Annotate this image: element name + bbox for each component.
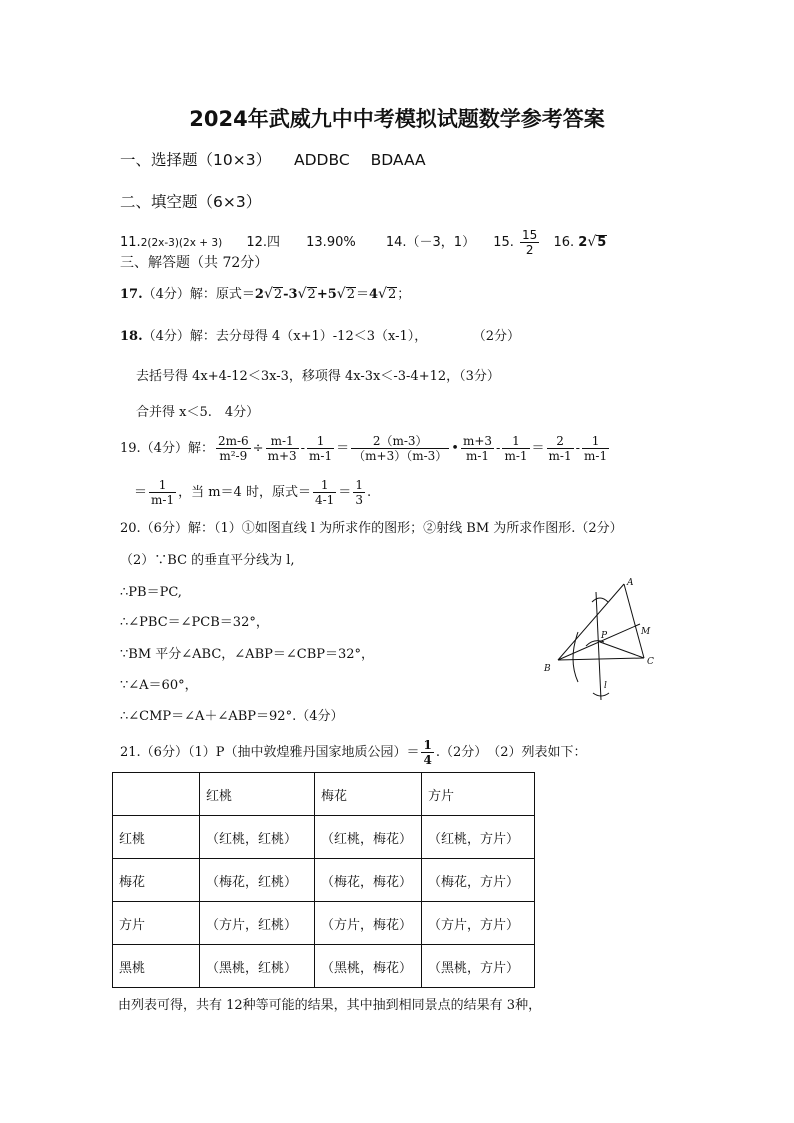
q19-final-den: 3 xyxy=(355,493,363,507)
line-ac xyxy=(624,584,644,658)
q19-frac3-num: 1 xyxy=(307,434,334,449)
q19-frac5 xyxy=(461,434,494,463)
q19-sub-den: 4-1 xyxy=(314,493,335,507)
choice-answers-1: ADDBC xyxy=(294,151,350,169)
q16-radicand: 5 xyxy=(597,235,607,250)
q12-answer: 12.四 xyxy=(246,235,280,250)
q19-div: ÷ xyxy=(252,441,264,456)
q19-frac3 xyxy=(307,434,334,463)
q18-line2: 去括号得 4x+4-12＜3x-3，移项得 4x-3x＜-3-4+12，（3分） xyxy=(136,369,500,384)
q20-line1: 20.（6分）解：（1）①如图直线 l 为所求作的图形；②射线 BM 为所求作图形.（2分） xyxy=(120,521,623,536)
q18-step1-score: （2分） xyxy=(479,329,521,344)
q19-frac6-num: 1 xyxy=(502,434,529,449)
q17-term2-coef: -3 xyxy=(283,287,298,302)
q15-numerator: 15 xyxy=(522,228,538,242)
table-cell: 黑桃 xyxy=(113,945,200,988)
q18-number: 18. xyxy=(120,329,143,344)
section-solve-label: 三、解答题（共 72分） xyxy=(120,255,269,271)
q19-result-den: m-1 xyxy=(151,493,175,507)
q19-prefix: 19.（4分）解： xyxy=(120,441,214,456)
q21-prefix: 21.（6分）（1）P（抽中敦煌雅丹国家地质公园）＝ xyxy=(120,745,420,760)
q19-frac1-den: m²-9 xyxy=(219,449,248,463)
table-cell: （梅花，梅花） xyxy=(315,859,422,902)
q11-number: 11. xyxy=(120,235,141,250)
q21-line1 xyxy=(120,736,587,770)
q19-dot: • xyxy=(451,441,459,456)
table-cell: （梅花，红桃） xyxy=(200,859,315,902)
q18-step1: （4分）解：去分母得 4（x+1）-12＜3（x-1）， xyxy=(142,329,428,344)
q19-eq1: ＝ xyxy=(336,441,350,456)
table-cell: 方片 xyxy=(113,902,200,945)
q19-frac1 xyxy=(216,434,251,463)
q19-frac2-den: m+3 xyxy=(267,449,297,463)
table-cell: （方片，梅花） xyxy=(315,902,422,945)
table-cell: （黑桃，红桃） xyxy=(200,945,315,988)
q20-line3: ∴PB＝PC, xyxy=(120,585,182,600)
q19-sub-frac xyxy=(313,478,336,507)
q20-line2: （2）∵BC 的垂直平分线为 l, xyxy=(120,553,295,568)
q19-frac4-num: 2（m-3） xyxy=(351,434,449,449)
q19-frac5-num: m+3 xyxy=(462,434,493,448)
q15-number: 15. xyxy=(493,235,514,250)
q21-prob-num: 1 xyxy=(423,738,432,752)
table-cell: （红桃，梅花） xyxy=(315,816,422,859)
label-b: B xyxy=(544,664,551,674)
table-cell: （红桃，方片） xyxy=(422,816,535,859)
table-header-cell: 梅花 xyxy=(315,773,422,816)
table-header-row xyxy=(113,773,535,816)
fill-answers: 11.2(2x-3)(2x + 3) 12.四 13.90% 14.（－3，1） 15. $\frac{15}{2}$ 16. 2√5 xyxy=(120,228,607,257)
q21-table xyxy=(112,772,535,988)
table-row xyxy=(113,816,535,859)
q19-frac7-num: 2 xyxy=(547,434,574,449)
table-row xyxy=(113,859,535,902)
q19-frac8-den: m-1 xyxy=(584,449,608,463)
q17-end: ； xyxy=(397,287,411,302)
line-ab xyxy=(558,584,624,660)
table-cell: （方片，方片） xyxy=(422,902,535,945)
q20-line7: ∴∠CMP＝∠A＋∠ABP＝92°.（4分） xyxy=(120,709,344,724)
q19-sub-num: 1 xyxy=(313,478,336,493)
line-bc xyxy=(558,658,644,660)
table-header-cell xyxy=(113,773,200,816)
q19-frac2-num: m-1 xyxy=(266,434,299,449)
section-fill-label: 二、填空题（6×3） xyxy=(120,193,262,211)
q19-frac5-den: m-1 xyxy=(465,449,490,463)
q21-probability-frac xyxy=(421,738,433,767)
table-cell: （黑桃，梅花） xyxy=(315,945,422,988)
q13-answer: 13.90% xyxy=(306,235,356,250)
section-choice-label: 一、选择题（10×3） xyxy=(120,151,272,169)
q20-line4: ∴∠PBC＝∠PCB＝32°， xyxy=(120,615,269,630)
q19-frac8 xyxy=(582,434,609,463)
q19-frac7-den: m-1 xyxy=(548,449,572,463)
segment-pc xyxy=(600,642,644,658)
q16-coef: 2 xyxy=(578,235,588,250)
table-header-cell: 方片 xyxy=(422,773,535,816)
choice-answers-2: BDAAA xyxy=(370,151,426,169)
section-choice xyxy=(120,150,426,170)
table-cell: （方片，红桃） xyxy=(200,902,315,945)
q17-term1-rad: 2 xyxy=(273,287,283,302)
table-cell: （红桃，红桃） xyxy=(200,816,315,859)
label-a: A xyxy=(627,578,634,588)
q19-frac3-den: m-1 xyxy=(309,449,333,463)
label-p: P xyxy=(601,631,608,641)
label-m: M xyxy=(641,627,651,637)
q19-frac4 xyxy=(351,434,449,463)
q19-frac7 xyxy=(547,434,574,463)
q18-line1 xyxy=(120,328,520,346)
q14-answer: 14.（－3，1） xyxy=(385,235,476,250)
table-cell: 梅花 xyxy=(113,859,200,902)
q15-fraction xyxy=(520,228,539,257)
q17-equals: ＝ xyxy=(355,287,369,302)
q17-score: （4分）解：原式＝ xyxy=(142,287,255,302)
q17-number: 17. xyxy=(120,287,143,302)
q19-eq3: ＝ xyxy=(338,485,352,500)
q19-minus2: - xyxy=(496,441,501,456)
q19-frac1-num: 2m-6 xyxy=(217,434,249,448)
q21-suffix: .（2分） （2）列表如下： xyxy=(435,745,587,760)
arc-top xyxy=(592,598,608,602)
q19-minus1: - xyxy=(300,441,306,456)
q15-denominator: 2 xyxy=(525,243,534,257)
table-row xyxy=(113,902,535,945)
table-row xyxy=(113,945,535,988)
table-cell: 红桃 xyxy=(113,816,200,859)
q17: 17.（4分）解：原式＝2√2-3√2+5√2＝4√2； xyxy=(120,286,411,302)
q17-term1-coef: 2 xyxy=(254,287,264,302)
q19-when-text: ，当 m＝4 时，原式＝ xyxy=(178,485,311,500)
q19-frac8-num: 1 xyxy=(582,434,609,449)
q19-end: . xyxy=(366,485,372,500)
q17-result-rad: 2 xyxy=(387,287,397,302)
q19-result-num: 1 xyxy=(149,478,176,493)
label-c: C xyxy=(647,657,654,667)
q19-final-num: 1 xyxy=(355,478,363,492)
q19-line1 xyxy=(120,430,611,468)
page-title: 2024年武威九中中考模拟试题数学参考答案 xyxy=(189,107,605,131)
q20-geometry-figure xyxy=(538,572,673,707)
q19-frac4-den: （m+3）（m-3） xyxy=(353,449,448,463)
q18-line3: 合并得 x＜5. 4分） xyxy=(136,405,260,420)
q19-final-frac xyxy=(353,478,365,507)
q17-term2-rad: 2 xyxy=(307,287,316,302)
q17-result-coef: 4 xyxy=(368,287,379,302)
q17-term3-rad: 2 xyxy=(346,287,355,302)
q19-result-frac xyxy=(149,478,176,507)
q16-number: 16. xyxy=(553,235,575,250)
q21-conclusion: 由列表可得，共有 12种等可能的结果，其中抽到相同景点的结果有 3种， xyxy=(118,998,542,1013)
q17-term3-coef: +5 xyxy=(316,287,337,302)
arc-b xyxy=(573,632,578,682)
q21-prob-den: 4 xyxy=(423,753,432,767)
q19-minus3: - xyxy=(575,441,581,456)
q19-frac6-den: m-1 xyxy=(504,449,528,463)
table-cell: （黑桃，方片） xyxy=(422,945,535,988)
q19-line2-eq: ＝ xyxy=(134,485,148,500)
q19-frac2 xyxy=(266,434,299,463)
q19-frac6 xyxy=(502,434,529,463)
table-header-cell: 红桃 xyxy=(200,773,315,816)
line-l xyxy=(596,592,601,700)
q20-line6: ∵∠A＝60°， xyxy=(120,678,198,693)
q11-answer: 2(2x-3)(2x + 3) xyxy=(140,237,223,249)
table-cell: （梅花，方片） xyxy=(422,859,535,902)
q20-line5: ∵BM 平分∠ABC，∠ABP＝∠CBP＝32°， xyxy=(120,647,375,662)
q19-line2 xyxy=(134,474,371,512)
q19-eq2: ＝ xyxy=(531,441,545,456)
label-l: l xyxy=(604,681,607,691)
